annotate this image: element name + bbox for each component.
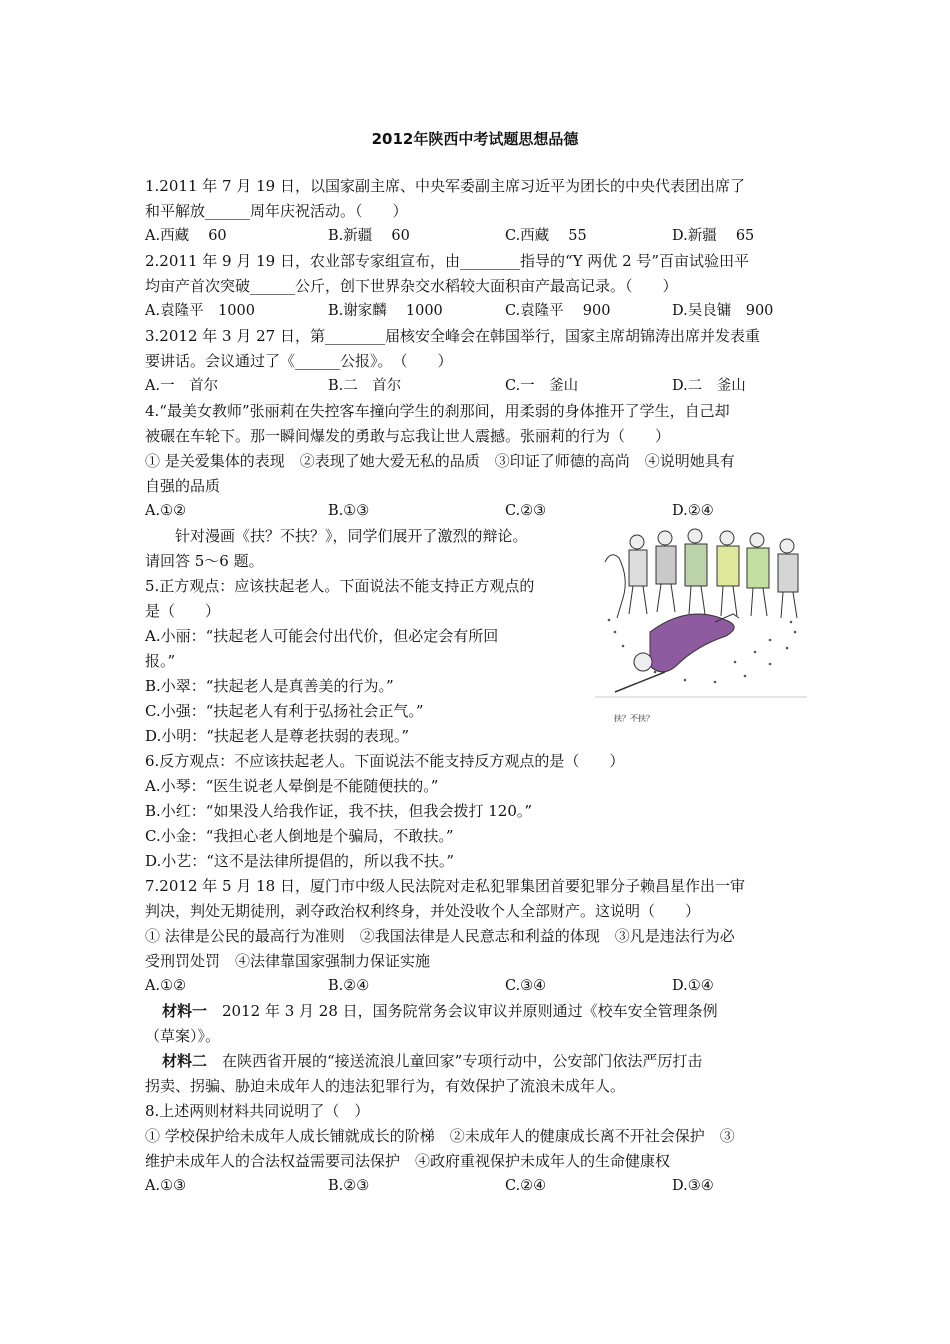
q2-option-d: D.吴良镛 900 [672,303,774,319]
q1-option-d: D.新疆 65 [672,228,755,244]
q3-line1: 3.2012 年 3 月 27 日，第________届核安全峰会在韩国举行，国家主席胡锦涛出席并发表重 [145,327,760,345]
q7-line1: 7.2012 年 5 月 18 日，厦门市中级人民法院对走私犯罪集团首要犯罪分子赖昌星作出一审 [145,877,745,895]
q6-option-b: B.小红：“如果没人给我作证，我不扶，但我会拨打 120。” [145,802,533,820]
q1-option-b: B.新疆 60 [328,228,410,244]
material1-label: 材料一 [162,1002,208,1020]
q5-option-c: C.小强：“扶起老人有利于弘扬社会正气。” [145,702,424,720]
q4-option-b: B.①③ [328,503,370,519]
q3-option-b: B.二 首尔 [328,378,402,394]
cartoon-caption: 扶？不扶？ [614,714,654,723]
q5-option-d: D.小明：“扶起老人是尊老扶弱的表现。” [145,727,410,745]
q6-option-c: C.小金：“我担心老人倒地是个骗局，不敢扶。” [145,827,454,845]
q3-option-a: A.一 首尔 [145,378,219,394]
q5-line1: 5.正方观点：应该扶起老人。下面说法不能支持正方观点的 [145,577,535,595]
q7-line2: 判决，判处无期徒刑，剥夺政治权利终身，并处没收个人全部财产。这说明（ ） [145,902,701,920]
q3-option-c: C.一 釜山 [505,378,579,394]
q7-option-c: C.③④ [505,978,547,994]
q3-option-d: D.二 釜山 [672,378,746,394]
cartoon-image [595,522,807,712]
q8-line1: 8.上述两则材料共同说明了（ ） [145,1102,370,1120]
q1-line2: 和平解放______周年庆祝活动。（ ） [145,202,408,220]
q8-option-b: B.②③ [328,1178,370,1194]
q3-line2: 要讲话。会议通过了《______公报》。 （ ） [145,352,453,370]
q5-option-a-line2: 报。” [145,652,176,670]
q1-line1: 1.2011 年 7 月 19 日，以国家副主席、中央军委副主席习近平为团长的中央代表团出席了 [145,177,745,195]
q2-line1: 2.2011 年 9 月 19 日，农业部专家组宣布，由________指导的“Y 两优 2 号”百亩试验田平 [145,252,750,270]
q5-line2: 是（ ） [145,602,221,620]
material2-label: 材料二 [162,1052,208,1070]
q7-option-a: A.①② [145,978,187,994]
material1-line1 [162,1001,718,1021]
q2-option-c: C.袁隆平 900 [505,303,611,319]
material1-text: 2012 年 3 月 28 日，国务院常务会议审议并原则通过《校车安全管理条例 [207,1002,718,1020]
q4-option-a: A.①② [145,503,187,519]
q1-option-c: C.西藏 55 [505,228,587,244]
q7-line4: 受刑罚处罚 ④法律靠国家强制力保证实施 [145,952,431,970]
q8-option-d: D.③④ [672,1178,714,1194]
q8-option-a: A.①③ [145,1178,187,1194]
material1-line2: （草案）》。 [145,1027,221,1045]
material2-line1 [162,1051,702,1071]
q4-line2: 被碾在车轮下。那一瞬间爆发的勇敢与忘我让世人震撼。张丽莉的行为（ ） [145,427,671,445]
q8-line2: ① 学校保护给未成年人成长铺就成长的阶梯 ②未成年人的健康成长离不开社会保护 ③ [145,1127,735,1145]
q2-line2: 均亩产首次突破______公斤，创下世界杂交水稻较大面积亩产最高记录。（ ） [145,277,678,295]
q4-line4: 自强的品质 [145,477,221,495]
q4-option-c: C.②③ [505,503,547,519]
intro-line2: 请回答 5～6 题。 [145,552,264,570]
q6-line1: 6.反方观点：不应该扶起老人。下面说法不能支持反方观点的是（ ） [145,752,625,770]
q7-option-b: B.②④ [328,978,370,994]
q4-line1: 4.“最美女教师”张丽莉在失控客车撞向学生的刹那间，用柔弱的身体推开了学生，自己却 [145,402,730,420]
q7-option-d: D.①④ [672,978,714,994]
q8-option-c: C.②④ [505,1178,547,1194]
q4-option-d: D.②④ [672,503,714,519]
page-title: 2012年陕西中考试题思想品德 [371,130,579,148]
q6-option-d: D.小艺：“这不是法律所提倡的，所以我不扶。” [145,852,455,870]
material2-line2: 拐卖、拐骗、胁迫未成年人的违法犯罪行为，有效保护了流浪未成年人。 [145,1077,626,1095]
intro-line1: 针对漫画《扶？不扶？》，同学们展开了激烈的辩论。 [160,527,528,545]
material2-text: 在陕西省开展的“接送流浪儿童回家”专项行动中，公安部门依法严厉打击 [207,1052,703,1070]
q8-line3: 维护未成年人的合法权益需要司法保护 ④政府重视保护未成年人的生命健康权 [145,1152,671,1170]
q7-line3: ① 法律是公民的最高行为准则 ②我国法律是人民意志和利益的体现 ③凡是违法行为必 [145,927,735,945]
q2-option-a: A.袁隆平 1000 [145,303,255,319]
q5-option-b: B.小翠：“扶起老人是真善美的行为。” [145,677,394,695]
q4-line3: ① 是关爱集体的表现 ②表现了她大爱无私的品质 ③印证了师德的高尚 ④说明她具有 [145,452,735,470]
q2-option-b: B.谢家麟 1000 [328,303,443,319]
q1-option-a: A.西藏 60 [145,228,227,244]
q5-option-a-line1: A.小丽：“扶起老人可能会付出代价，但必定会有所回 [145,627,499,645]
q6-option-a: A.小琴：“医生说老人晕倒是不能随便扶的。” [145,777,439,795]
